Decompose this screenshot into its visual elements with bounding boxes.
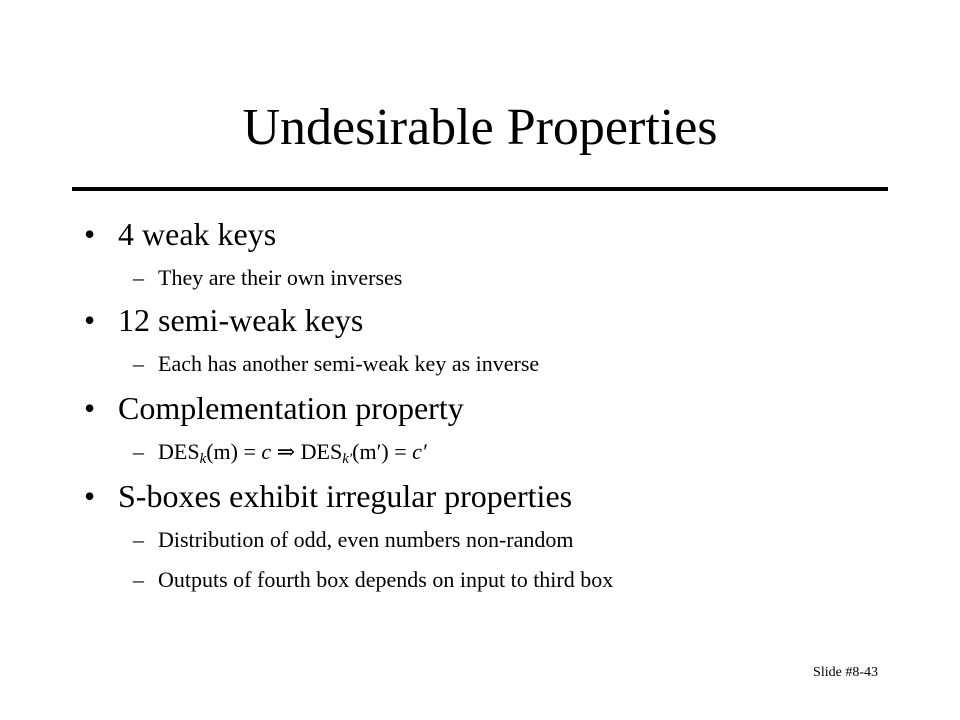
formula-implies: ⇒ [271, 439, 301, 464]
sub-weak-keys-inverses [133, 264, 403, 292]
formula-key-k: k [199, 451, 207, 467]
dash-marker: – [133, 351, 144, 376]
formula-des-2: DES [300, 439, 343, 464]
formula-arg-m-prime: (m′) [352, 439, 389, 464]
bullet-marker: • [84, 302, 96, 338]
formula-ciphertext-c: c [261, 439, 272, 464]
bullet-text: 12 semi-weak keys [118, 302, 364, 338]
dash-marker: – [133, 567, 144, 592]
sub-text: They are their own inverses [158, 265, 403, 290]
sub-text: Outputs of fourth box depends on input to third box [158, 567, 614, 592]
dash-marker: – [133, 265, 144, 290]
sub-fourth-box [133, 566, 614, 594]
sub-semi-weak-inverse [133, 350, 540, 378]
bullet-semi-weak-keys [84, 300, 364, 340]
bullet-marker: • [84, 390, 96, 426]
bullet-text: Complementation property [118, 390, 464, 426]
sub-distribution [133, 526, 574, 554]
slide-title: Undesirable Properties [242, 99, 718, 156]
sub-text: Each has another semi-weak key as inverse [158, 351, 540, 376]
dash-marker: – [133, 527, 144, 552]
dash-marker: – [133, 439, 144, 464]
bullet-complementation [84, 388, 464, 428]
complementation-formula [133, 438, 427, 467]
sub-text: Distribution of odd, even numbers non-random [158, 527, 574, 552]
bullet-weak-keys [84, 214, 277, 254]
bullet-text: 4 weak keys [118, 216, 277, 252]
bullet-marker: • [84, 216, 96, 252]
bullet-marker: • [84, 478, 96, 514]
title-underline [72, 187, 888, 191]
bullet-s-boxes [84, 476, 573, 516]
formula-key-k-prime: k′ [342, 451, 353, 467]
slide-number: Slide #8-43 [813, 665, 878, 680]
formula-equals-1: = [238, 439, 262, 464]
formula-des-1: DES [158, 439, 200, 464]
formula-ciphertext-c-prime: c′ [412, 439, 427, 464]
formula-arg-m: (m) [206, 439, 238, 464]
formula-equals-2: = [388, 439, 413, 464]
bullet-text: S-boxes exhibit irregular properties [118, 478, 573, 514]
